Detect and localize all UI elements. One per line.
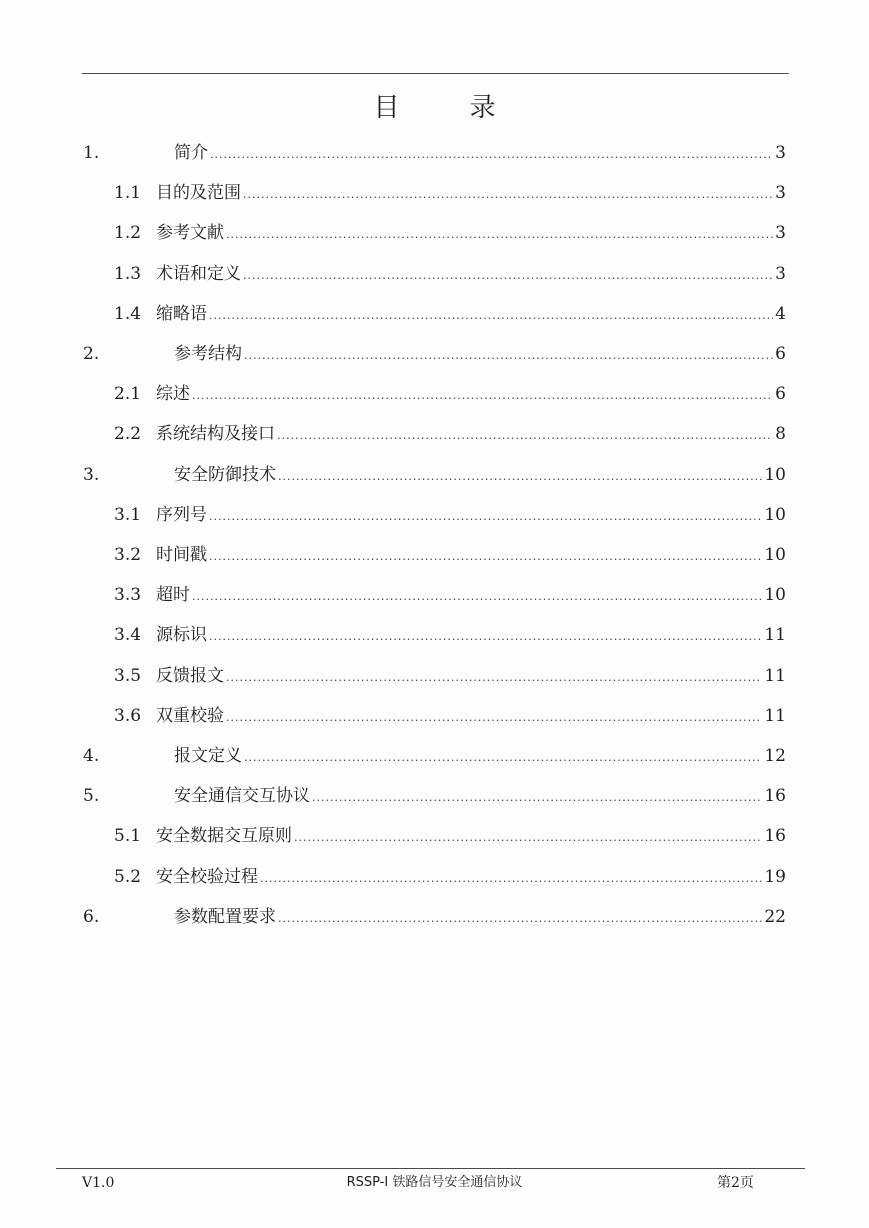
toc-entry-number: 3.5 [114, 666, 142, 686]
toc-entry-page: 16 [764, 786, 786, 806]
toc-entry-page: 11 [764, 625, 786, 645]
toc-entry[interactable] [0, 141, 869, 165]
toc-entry[interactable] [0, 865, 869, 889]
toc-entry-number: 1.2 [114, 223, 142, 243]
toc-entry-number: 2.2 [114, 424, 142, 444]
toc-entry-line [174, 141, 786, 167]
toc-entry-line [156, 422, 786, 448]
toc-entry-title: 报文定义 [174, 746, 242, 766]
toc-dot-leader [209, 545, 762, 569]
footer-version: V1.0 [82, 1175, 115, 1191]
toc-dot-leader [226, 706, 762, 730]
toc-entry[interactable] [0, 422, 869, 446]
toc-dot-leader [312, 786, 762, 810]
page-title: 目 录 [373, 93, 518, 123]
toc-entry-number: 3.3 [114, 585, 142, 605]
toc-entry[interactable] [0, 503, 869, 527]
toc-entry-title: 系统结构及接口 [156, 424, 275, 444]
toc-entry-title: 综述 [156, 384, 190, 404]
toc-entry[interactable] [0, 824, 869, 848]
toc-dot-leader [294, 826, 762, 850]
toc-entry-page: 10 [764, 545, 786, 565]
toc-entry-number: 3.6 [114, 706, 142, 726]
toc-entry-title: 简介 [174, 143, 208, 163]
toc-entry-page: 22 [764, 907, 786, 927]
toc-entry-line [174, 463, 786, 489]
toc-entry-line [156, 824, 786, 850]
toc-entry-number: 3.4 [114, 625, 142, 645]
toc-entry-title: 反馈报文 [156, 666, 224, 686]
toc-entry[interactable] [0, 623, 869, 647]
toc-entry-number: 6. [83, 907, 100, 927]
toc-entry-page: 19 [764, 867, 786, 887]
toc-entry-page: 10 [764, 505, 786, 525]
toc-entry-page: 6 [775, 384, 786, 404]
toc-entry-number: 3.2 [114, 545, 142, 565]
toc-entry-page: 11 [764, 666, 786, 686]
toc-entry[interactable] [0, 744, 869, 768]
toc-entry[interactable] [0, 543, 869, 567]
toc-entry[interactable] [0, 905, 869, 929]
toc-entry[interactable] [0, 181, 869, 205]
toc-entry-title: 目的及范围 [156, 183, 241, 203]
toc-entry-title: 安全校验过程 [156, 867, 258, 887]
toc-entry-line [156, 382, 786, 408]
toc-dot-leader [260, 867, 762, 891]
toc-entry-title: 安全数据交互原则 [156, 826, 292, 846]
toc-entry-number: 5.1 [114, 826, 142, 846]
toc-dot-leader [243, 264, 773, 288]
toc-entry[interactable] [0, 221, 869, 245]
toc-dot-leader [244, 344, 773, 368]
toc-entry-line [156, 865, 786, 891]
toc-entry-line [156, 181, 786, 207]
toc-entry-line [156, 302, 786, 328]
toc-entry-number: 1. [83, 143, 100, 163]
toc-entry-line [156, 543, 786, 569]
toc-entry-page: 3 [775, 183, 786, 203]
toc-entry-number: 5. [83, 786, 100, 806]
toc-entry-line [174, 744, 786, 770]
toc-entry-line [156, 503, 786, 529]
toc-entry-page: 8 [775, 424, 786, 444]
toc-dot-leader [226, 223, 773, 247]
toc-dot-leader [278, 907, 762, 931]
toc-entry-title: 时间戳 [156, 545, 207, 565]
toc-entry-line [156, 704, 786, 730]
toc-entry[interactable] [0, 342, 869, 366]
toc-entry-line [156, 623, 786, 649]
toc-entry-title: 双重校验 [156, 706, 224, 726]
toc-entry-line [156, 664, 786, 690]
toc-dot-leader [244, 746, 762, 770]
toc-dot-leader [209, 625, 762, 649]
toc-entry[interactable] [0, 302, 869, 326]
toc-dot-leader [192, 384, 773, 408]
toc-entry-page: 3 [775, 143, 786, 163]
footer-doc-title: RSSP-I 铁路信号安全通信协议 [346, 1175, 523, 1190]
toc-entry[interactable] [0, 583, 869, 607]
toc-entry-number: 5.2 [114, 867, 142, 887]
toc-entry-line [174, 784, 786, 810]
toc-entry-title: 安全通信交互协议 [174, 786, 310, 806]
toc-entry-line [156, 262, 786, 288]
toc-entry-page: 11 [764, 706, 786, 726]
toc-dot-leader [277, 424, 773, 448]
toc-entry-title: 安全防御技术 [174, 465, 276, 485]
toc-entry-title: 参考结构 [174, 344, 242, 364]
toc-entry-title: 序列号 [156, 505, 207, 525]
toc-dot-leader [278, 465, 762, 489]
toc-entry-page: 10 [764, 465, 786, 485]
toc-entry[interactable] [0, 382, 869, 406]
toc-entry-page: 3 [775, 223, 786, 243]
toc-dot-leader [192, 585, 762, 609]
toc-entry-number: 3. [83, 465, 100, 485]
toc-entry-line [174, 905, 786, 931]
toc-entry-number: 1.4 [114, 304, 142, 324]
toc-entry[interactable] [0, 784, 869, 808]
toc-dot-leader [243, 183, 773, 207]
toc-entry-number: 4. [83, 746, 100, 766]
toc-entry-line [156, 221, 786, 247]
toc-entry-number: 2.1 [114, 384, 142, 404]
toc-entry-line [174, 342, 786, 368]
footer-rule [56, 1168, 805, 1169]
toc-entry-page: 6 [775, 344, 786, 364]
toc-entry-page: 16 [764, 826, 786, 846]
toc-entry-title: 参数配置要求 [174, 907, 276, 927]
toc-entry-number: 3.1 [114, 505, 142, 525]
toc-entry-line [156, 583, 786, 609]
toc-entry[interactable] [0, 463, 869, 487]
toc-entry-number: 2. [83, 344, 100, 364]
toc-dot-leader [226, 666, 762, 690]
toc-dot-leader [210, 143, 773, 167]
toc-entry-number: 1.1 [114, 183, 142, 203]
toc-entry[interactable] [0, 262, 869, 286]
toc-entry-number: 1.3 [114, 264, 142, 284]
toc-entry-title: 源标识 [156, 625, 207, 645]
toc-entry-page: 12 [764, 746, 786, 766]
toc-entry-title: 参考文献 [156, 223, 224, 243]
toc-dot-leader [209, 505, 762, 529]
toc-entry-title: 超时 [156, 585, 190, 605]
toc-entry-page: 4 [775, 304, 786, 324]
toc-entry-title: 缩略语 [156, 304, 207, 324]
footer-page-number: 第2页 [717, 1175, 754, 1191]
toc-entry[interactable] [0, 704, 869, 728]
toc-entry-page: 3 [775, 264, 786, 284]
toc-entry-title: 术语和定义 [156, 264, 241, 284]
toc-dot-leader [209, 304, 773, 328]
toc-entry-page: 10 [764, 585, 786, 605]
toc-entry[interactable] [0, 664, 869, 688]
